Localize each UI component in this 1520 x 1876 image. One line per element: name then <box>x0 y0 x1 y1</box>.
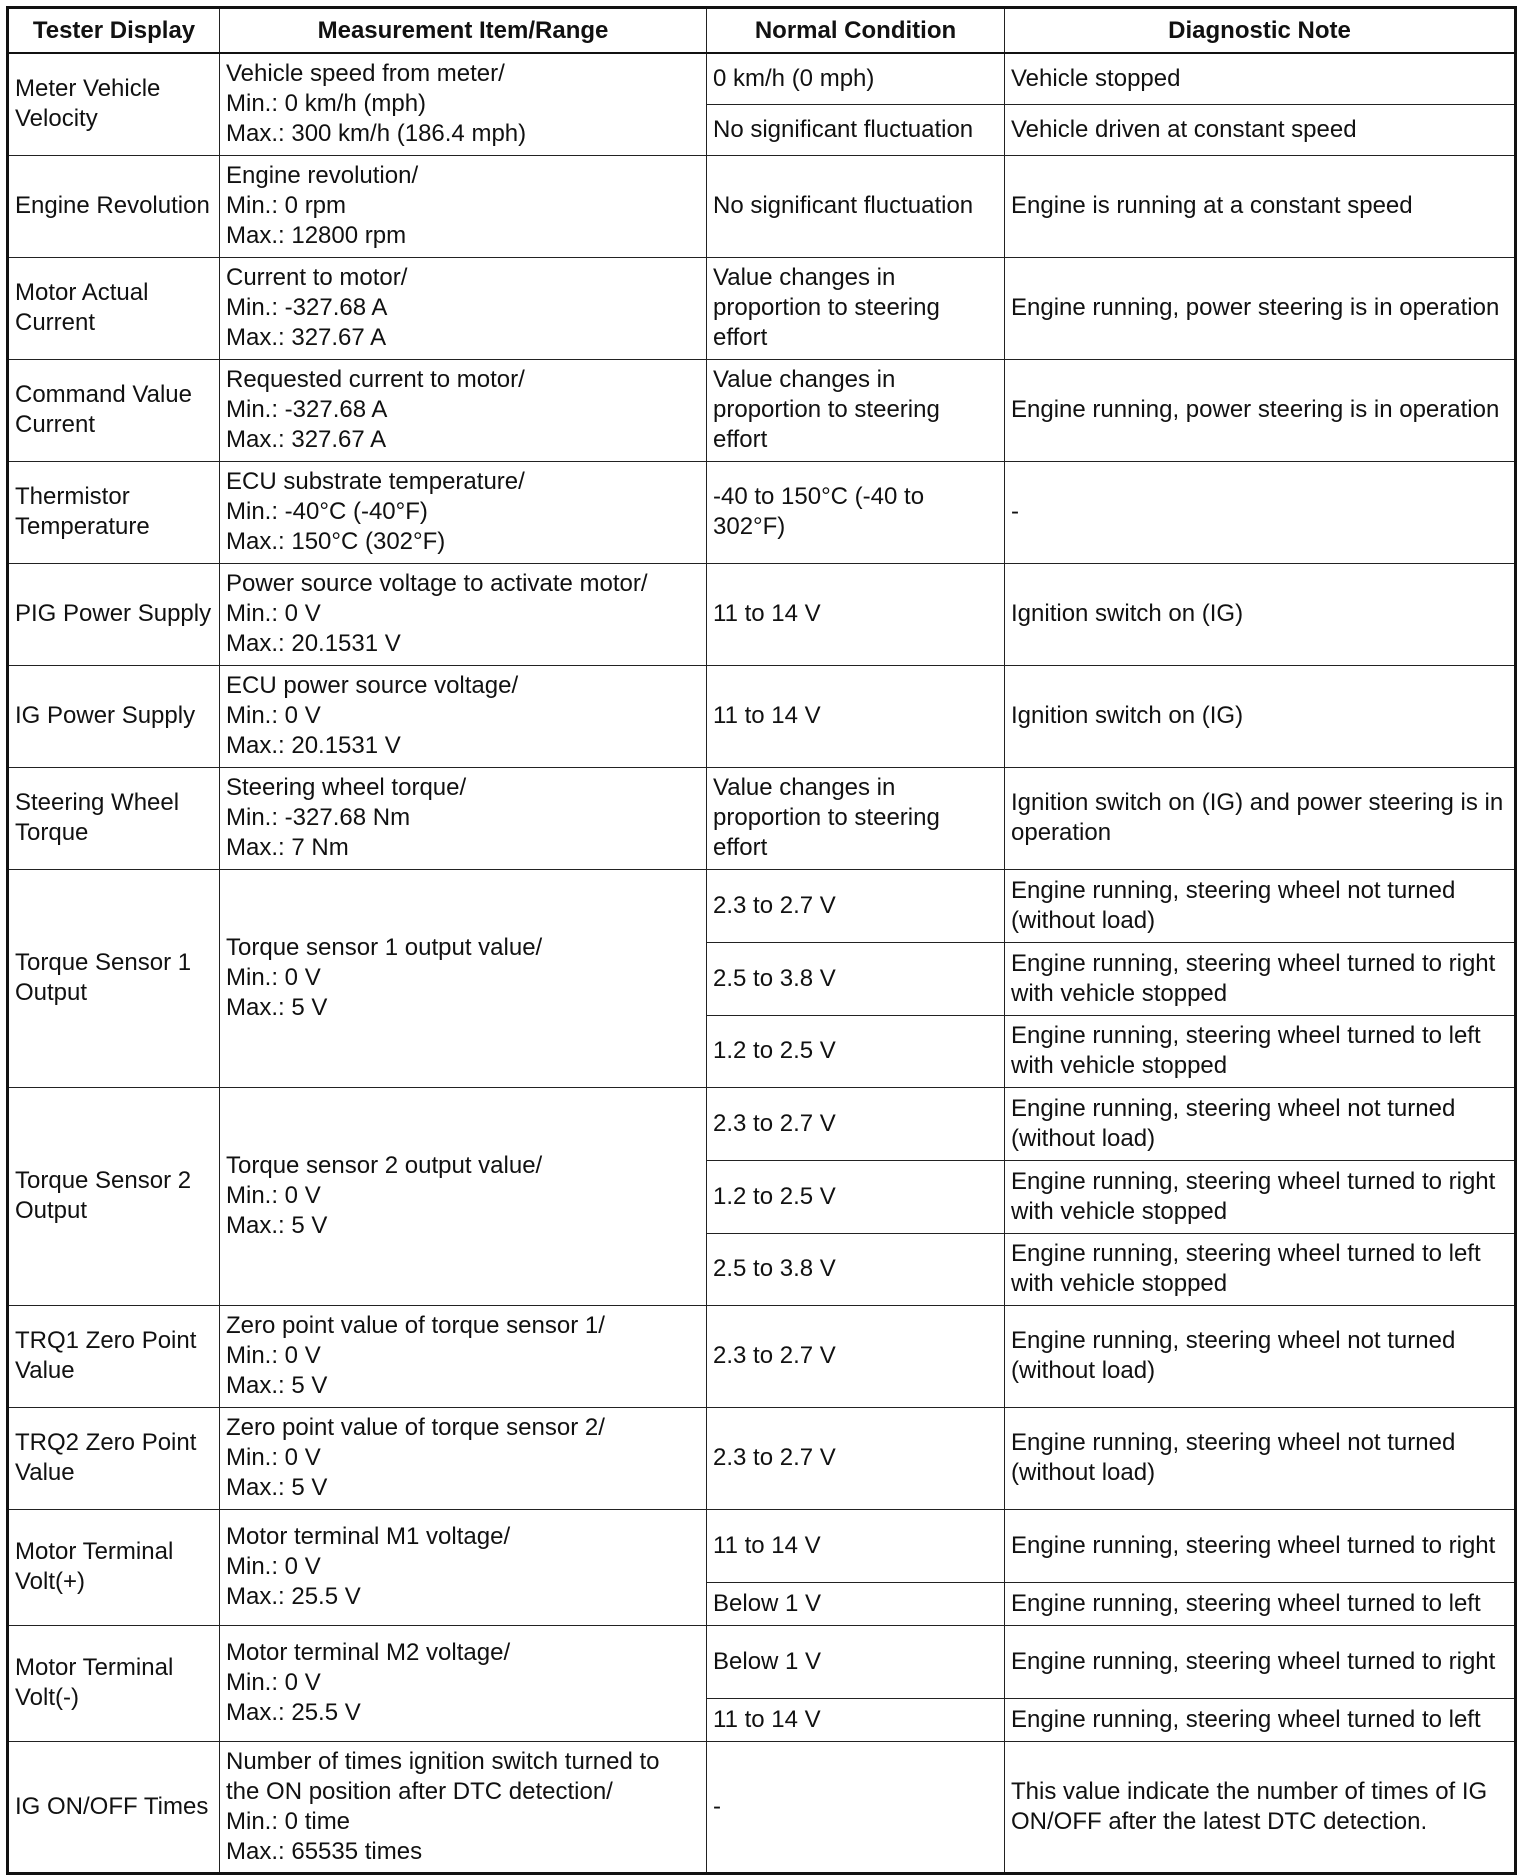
diagnostic-note-cell: Engine running, steering wheel turned to left with vehicle stopped <box>1005 1015 1516 1087</box>
measurement-line: Min.: 0 time <box>226 1807 351 1835</box>
measurement-line: Max.: 5 V <box>226 994 328 1021</box>
measurement-line: Min.: 0 V <box>226 1342 321 1369</box>
table-row <box>8 1407 1516 1509</box>
normal-condition-cell: 2.3 to 2.7 V <box>707 1305 1005 1407</box>
normal-condition-cell: Below 1 V <box>707 1625 1005 1698</box>
measurement-cell <box>220 1741 707 1873</box>
measurement-line: Max.: 150°C (302°F) <box>226 528 446 555</box>
measurement-cell <box>220 665 707 767</box>
measurement-line: Torque sensor 2 output value/ <box>226 1152 543 1179</box>
diagnostic-note-cell: This value indicate the number of times of IG ON/OFF after the latest DTC detection. <box>1005 1741 1516 1873</box>
normal-condition-cell: - <box>707 1741 1005 1873</box>
measurement-line: Motor terminal M2 voltage/ <box>226 1639 511 1666</box>
diagnostic-note-cell: Engine running, power steering is in operation <box>1005 359 1516 461</box>
measurement-cell <box>220 767 707 869</box>
normal-condition-cell: Value changes in proportion to steering effort <box>707 767 1005 869</box>
measurement-line: Max.: 327.67 A <box>226 324 387 351</box>
measurement-line: Motor terminal M1 voltage/ <box>226 1523 511 1550</box>
table-row <box>8 359 1516 461</box>
normal-condition-cell: 11 to 14 V <box>707 1698 1005 1741</box>
measurement-cell <box>220 155 707 257</box>
tester-display-cell: Motor Actual Current <box>8 257 220 359</box>
measurement-line: Max.: 25.5 V <box>226 1583 361 1610</box>
data-list-sheet <box>6 6 1514 1875</box>
diagnostic-note-cell: Engine running, steering wheel turned to right <box>1005 1625 1516 1698</box>
tester-display-cell: Torque Sensor 2 Output <box>8 1087 220 1305</box>
tester-display-cell: Motor Terminal Volt(-) <box>8 1625 220 1741</box>
table-row <box>8 257 1516 359</box>
measurement-cell <box>220 1509 707 1625</box>
normal-condition-cell: 11 to 14 V <box>707 563 1005 665</box>
diagnostic-note-cell: Ignition switch on (IG) <box>1005 665 1516 767</box>
normal-condition-cell: Below 1 V <box>707 1582 1005 1625</box>
tester-display-cell: IG ON/OFF Times <box>8 1741 220 1873</box>
tester-display-cell: Torque Sensor 1 Output <box>8 869 220 1087</box>
normal-condition-cell: 0 km/h (0 mph) <box>707 53 1005 104</box>
diagnostic-note-cell: Engine running, steering wheel not turned (without load) <box>1005 1407 1516 1509</box>
table-row <box>8 1509 1516 1582</box>
table-body <box>8 53 1516 1873</box>
measurement-line: Max.: 20.1531 V <box>226 732 401 759</box>
tester-display-cell: Steering Wheel Torque <box>8 767 220 869</box>
measurement-line: Zero point value of torque sensor 2/ <box>226 1414 605 1441</box>
measurement-line: Min.: -327.68 A <box>226 294 388 321</box>
measurement-line: Min.: 0 V <box>226 702 321 729</box>
table-row <box>8 563 1516 665</box>
measurement-line: Min.: -327.68 Nm <box>226 804 411 831</box>
normal-condition-cell: 11 to 14 V <box>707 1509 1005 1582</box>
measurement-line: Vehicle speed from meter/ <box>226 60 505 88</box>
diagnostic-note-cell: Vehicle driven at constant speed <box>1005 104 1516 155</box>
tester-display-cell: Engine Revolution <box>8 155 220 257</box>
measurement-cell <box>220 1625 707 1741</box>
normal-condition-cell: 1.2 to 2.5 V <box>707 1160 1005 1233</box>
measurement-line: ECU substrate temperature/ <box>226 468 525 495</box>
diagnostic-note-cell: Engine running, steering wheel turned to right <box>1005 1509 1516 1582</box>
measurement-line: Min.: 0 V <box>226 1444 321 1471</box>
measurement-line: Zero point value of torque sensor 1/ <box>226 1312 605 1339</box>
normal-condition-cell: No significant fluctuation <box>707 104 1005 155</box>
tester-display-cell: IG Power Supply <box>8 665 220 767</box>
header-diagnostic-note: Diagnostic Note <box>1005 8 1516 54</box>
diagnostic-note-cell: Engine running, steering wheel turned to left with vehicle stopped <box>1005 1233 1516 1305</box>
measurement-line: Max.: 7 Nm <box>226 834 349 861</box>
normal-condition-cell: No significant fluctuation <box>707 155 1005 257</box>
normal-condition-cell: 1.2 to 2.5 V <box>707 1015 1005 1087</box>
table-row <box>8 767 1516 869</box>
table-row <box>8 53 1516 104</box>
measurement-line: Number of times ignition switch turned to <box>226 1747 660 1775</box>
diagnostic-note-cell: Engine running, steering wheel turned to left <box>1005 1698 1516 1741</box>
table-row <box>8 665 1516 767</box>
measurement-line: Min.: 0 V <box>226 964 321 991</box>
normal-condition-cell: 2.5 to 3.8 V <box>707 942 1005 1015</box>
normal-condition-cell: 2.5 to 3.8 V <box>707 1233 1005 1305</box>
measurement-line: Max.: 65535 times <box>226 1837 423 1865</box>
table-row <box>8 1087 1516 1160</box>
measurement-line: Power source voltage to activate motor/ <box>226 570 648 597</box>
table-row <box>8 1305 1516 1407</box>
normal-condition-cell: 2.3 to 2.7 V <box>707 1407 1005 1509</box>
measurement-line: Max.: 5 V <box>226 1474 328 1501</box>
header-tester-display: Tester Display <box>8 8 220 54</box>
normal-condition-cell: Value changes in proportion to steering effort <box>707 359 1005 461</box>
measurement-line: the ON position after DTC detection/ <box>226 1777 613 1805</box>
measurement-line: Current to motor/ <box>226 264 408 291</box>
normal-condition-cell: 2.3 to 2.7 V <box>707 869 1005 942</box>
tester-display-cell: TRQ2 Zero Point Value <box>8 1407 220 1509</box>
header-normal-condition: Normal Condition <box>707 8 1005 54</box>
measurement-line: Max.: 5 V <box>226 1372 328 1399</box>
measurement-cell <box>220 359 707 461</box>
measurement-line: Max.: 5 V <box>226 1212 328 1239</box>
tester-display-cell: PIG Power Supply <box>8 563 220 665</box>
diagnostic-note-cell: Engine running, power steering is in operation <box>1005 257 1516 359</box>
normal-condition-cell: 11 to 14 V <box>707 665 1005 767</box>
measurement-line: Max.: 20.1531 V <box>226 630 401 657</box>
measurement-cell <box>220 1305 707 1407</box>
diagnostic-note-cell: Engine running, steering wheel not turned (without load) <box>1005 1087 1516 1160</box>
measurement-cell <box>220 461 707 563</box>
table-row <box>8 869 1516 942</box>
diagnostic-note-cell: Engine running, steering wheel not turned (without load) <box>1005 869 1516 942</box>
table-row <box>8 155 1516 257</box>
diagnostic-note-cell: Engine running, steering wheel turned to right with vehicle stopped <box>1005 1160 1516 1233</box>
tester-display-cell: Command Value Current <box>8 359 220 461</box>
measurement-cell <box>220 1407 707 1509</box>
measurement-line: Min.: -327.68 A <box>226 396 388 423</box>
header-row <box>8 8 1516 54</box>
measurement-line: Max.: 12800 rpm <box>226 222 407 249</box>
tester-display-cell: Motor Terminal Volt(+) <box>8 1509 220 1625</box>
measurement-line: Min.: 0 V <box>226 600 321 627</box>
normal-condition-cell: -40 to 150°C (-40 to 302°F) <box>707 461 1005 563</box>
diagnostic-note-cell: Engine running, steering wheel not turned (without load) <box>1005 1305 1516 1407</box>
measurement-line: Max.: 300 km/h (186.4 mph) <box>226 120 527 148</box>
measurement-line: Min.: -40°C (-40°F) <box>226 498 428 525</box>
diagnostic-note-cell: Engine running, steering wheel turned to right with vehicle stopped <box>1005 942 1516 1015</box>
measurement-line: Engine revolution/ <box>226 162 419 189</box>
measurement-line: Max.: 25.5 V <box>226 1699 361 1726</box>
header-measurement-item: Measurement Item/Range <box>220 8 707 54</box>
measurement-line: ECU power source voltage/ <box>226 672 519 699</box>
diagnostic-note-cell: - <box>1005 461 1516 563</box>
measurement-cell <box>220 563 707 665</box>
measurement-line: Min.: 0 V <box>226 1669 321 1696</box>
measurement-line: Min.: 0 km/h (mph) <box>226 90 427 118</box>
data-list-table <box>6 6 1517 1875</box>
measurement-line: Min.: 0 rpm <box>226 192 347 219</box>
measurement-line: Torque sensor 1 output value/ <box>226 934 543 961</box>
normal-condition-cell: 2.3 to 2.7 V <box>707 1087 1005 1160</box>
measurement-cell <box>220 1087 707 1305</box>
measurement-line: Requested current to motor/ <box>226 366 525 393</box>
diagnostic-note-cell: Engine is running at a constant speed <box>1005 155 1516 257</box>
tester-display-cell: TRQ1 Zero Point Value <box>8 1305 220 1407</box>
normal-condition-cell: Value changes in proportion to steering effort <box>707 257 1005 359</box>
measurement-line: Min.: 0 V <box>226 1182 321 1209</box>
measurement-line: Min.: 0 V <box>226 1553 321 1580</box>
diagnostic-note-cell: Engine running, steering wheel turned to left <box>1005 1582 1516 1625</box>
measurement-cell <box>220 869 707 1087</box>
measurement-cell <box>220 257 707 359</box>
diagnostic-note-cell: Ignition switch on (IG) <box>1005 563 1516 665</box>
table-row <box>8 1625 1516 1698</box>
tester-display-cell: Meter Vehicle Velocity <box>8 53 220 155</box>
measurement-cell <box>220 53 707 155</box>
table-row <box>8 461 1516 563</box>
measurement-line: Steering wheel torque/ <box>226 774 467 801</box>
diagnostic-note-cell: Ignition switch on (IG) and power steering is in operation <box>1005 767 1516 869</box>
tester-display-cell: Thermistor Temperature <box>8 461 220 563</box>
diagnostic-note-cell: Vehicle stopped <box>1005 53 1516 104</box>
measurement-line: Max.: 327.67 A <box>226 426 387 453</box>
table-row <box>8 1741 1516 1873</box>
